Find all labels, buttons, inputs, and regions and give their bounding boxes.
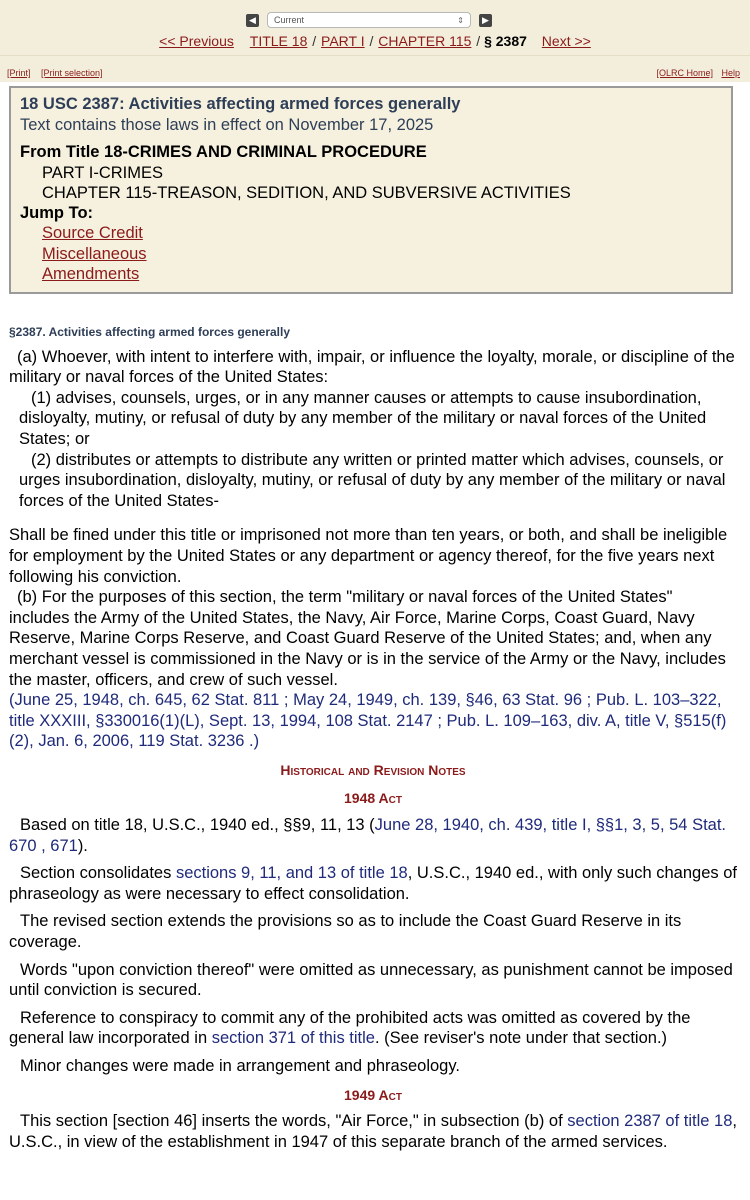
breadcrumb-title-link[interactable]: TITLE 18 [249, 33, 308, 49]
credit-separator: ; [582, 691, 596, 710]
version-selector-row [246, 12, 492, 28]
navigation-bar [0, 0, 750, 55]
olrc-home-link[interactable]: [OLRC Home] [656, 68, 713, 78]
subsection-a: (a) Whoever, with intent to interfere with, impair, or influence the loyalty, morale, or discipline of the military or naval forces of the United States: [9, 347, 735, 387]
breadcrumb-separator: / [312, 33, 317, 49]
version-select[interactable] [267, 12, 471, 28]
note-section-2387-link[interactable]: section 2387 of title 18 [567, 1112, 733, 1131]
note-text: , U.S.C., 1940 ed., with only such changes of phraseology as were necessary to effect consolidation. [9, 864, 737, 903]
section-title: 18 USC 2387: Activities affecting armed forces generally [20, 95, 461, 113]
credit-1949[interactable]: May 24, 1949, ch. 139, §46, 63 Stat. 96 [293, 691, 583, 710]
note-text: . (See reviser's note under that section.) [374, 1029, 668, 1048]
version-select-value: Current [274, 15, 305, 25]
breadcrumb-chapter-link[interactable]: CHAPTER 115 [378, 33, 472, 49]
note-sections-link[interactable]: sections 9, 11, and 13 of title 18 [175, 864, 408, 883]
credit-1994[interactable]: Pub. L. 103–322, title XXXIII, §330016(1)(L), Sept. 13, 1994, 108 Stat. 2147 [9, 691, 722, 730]
jump-miscellaneous-link[interactable]: Miscellaneous [42, 244, 147, 263]
section-content [9, 322, 737, 1159]
paragraph-1-text: (1) advises, counsels, urges, or in any manner causes or attempts to cause insubordination, disloyalty, mutiny, or refusal of duty by any member of the military or naval forces of the United States; or [19, 388, 707, 448]
credits-close: .) [244, 732, 260, 751]
act-1949-header: 1949 Act [344, 1086, 402, 1103]
credit-separator: ; [432, 711, 447, 730]
note-text: Section consolidates [20, 864, 176, 883]
note-omitted-words: Words "upon conviction thereof" were omitted as unnecessary, as punishment cannot be imposed until conviction is secured. [9, 960, 733, 1000]
note-air-force [9, 1111, 737, 1152]
historical-notes-header: Historical and Revision Notes [280, 761, 466, 778]
from-title-heading: From Title 18-CRIMES AND CRIMINAL PROCEDURE [20, 143, 427, 161]
utility-bar [0, 55, 750, 82]
breadcrumb [0, 33, 750, 49]
select-arrows-icon: ⇕ [457, 15, 464, 25]
jump-source-credit-link[interactable]: Source Credit [42, 224, 143, 242]
note-text: ). [77, 836, 88, 855]
next-version-icon[interactable]: ▶ [479, 14, 492, 27]
note-section-371-link[interactable]: section 371 of this title [211, 1029, 375, 1048]
section-heading: §2387. Activities affecting armed forces generally [9, 325, 291, 339]
note-1940-act-link[interactable]: June 28, 1940, ch. 439, title I, §§1, 3, 5, 54 Stat. 670 , 671 [9, 816, 726, 855]
section-info-box [9, 86, 733, 294]
next-link[interactable]: Next >> [541, 33, 591, 49]
breadcrumb-part-link[interactable]: PART I [321, 33, 365, 49]
chapter-text: CHAPTER 115-TREASON, SEDITION, AND SUBVERSIVE ACTIVITIES [42, 184, 571, 202]
credits-open: ( [9, 691, 15, 710]
note-coast-guard: The revised section extends the provisions so as to include the Coast Guard Reserve in its coverage. [9, 912, 682, 952]
jump-amendments-link[interactable]: Amendments [42, 265, 140, 283]
note-text: Based on title 18, U.S.C., 1940 ed., §§9, 11, 13 ( [20, 816, 375, 835]
breadcrumb-separator: / [476, 33, 481, 49]
previous-link[interactable]: << Previous [159, 33, 234, 49]
help-link[interactable]: Help [721, 68, 740, 78]
part-text: PART I-CRIMES [42, 164, 164, 182]
subsection-b: (b) For the purposes of this section, the term "military or naval forces of the United States" includes the Army of the United States, the Navy, Air Force, Marine Corps, Coast Guard, Navy Reserve, Marine Corps Reserve, and Coast Guard Reserve of the United States; and, when any merchant vessel is commissioned in the Navy or is in the service of the Army or the Navy, includes the master, officers, and crew of such vessel. [9, 588, 726, 689]
breadcrumb-current-section: § 2387 [484, 33, 527, 49]
note-text: This section [section 46] inserts the words, "Air Force," in subsection (b) of [20, 1112, 568, 1131]
print-selection-link[interactable]: [Print selection] [41, 68, 103, 78]
act-1948-header: 1948 Act [344, 790, 402, 807]
note-text: , U.S.C., in view of the establishment in 1947 of this separate branch of the armed services. [9, 1112, 737, 1151]
note-conspiracy [9, 1008, 737, 1049]
credit-1948[interactable]: June 25, 1948, ch. 645, 62 Stat. 811 [14, 691, 280, 710]
note-consolidates [9, 863, 737, 904]
paragraph-2-text: (2) distributes or attempts to distribute any written or printed matter which advises, counsels, or urges insubordination, disloyalty, mutiny, or refusal of duty by any member of the military or naval forces of the United States- [19, 450, 726, 510]
note-minor-changes: Minor changes were made in arrangement and phraseology. [20, 1057, 460, 1075]
previous-version-icon[interactable]: ◀ [246, 14, 259, 27]
effective-date-text: Text contains those laws in effect on November 17, 2025 [20, 116, 434, 134]
credit-separator: ; [279, 691, 294, 710]
paragraph-2 [9, 450, 737, 512]
note-based-on [9, 815, 737, 856]
source-credits [9, 690, 737, 752]
credit-2006[interactable]: Pub. L. 109–163, div. A, title V, §515(f)(2), Jan. 6, 2006, 119 Stat. 3236 [9, 711, 727, 751]
breadcrumb-separator: / [369, 33, 374, 49]
note-text: Reference to conspiracy to commit any of the prohibited acts was omitted as covered by the general law incorporated in [9, 1008, 691, 1048]
penalty-clause: Shall be fined under this title or imprisoned not more than ten years, or both, and shall be ineligible for employment by the United States or any department or agency thereof, for the five years next following his conviction. [9, 526, 728, 586]
paragraph-1 [9, 388, 737, 450]
print-link[interactable]: [Print] [7, 68, 31, 78]
jump-to-label: Jump To: [20, 204, 94, 222]
